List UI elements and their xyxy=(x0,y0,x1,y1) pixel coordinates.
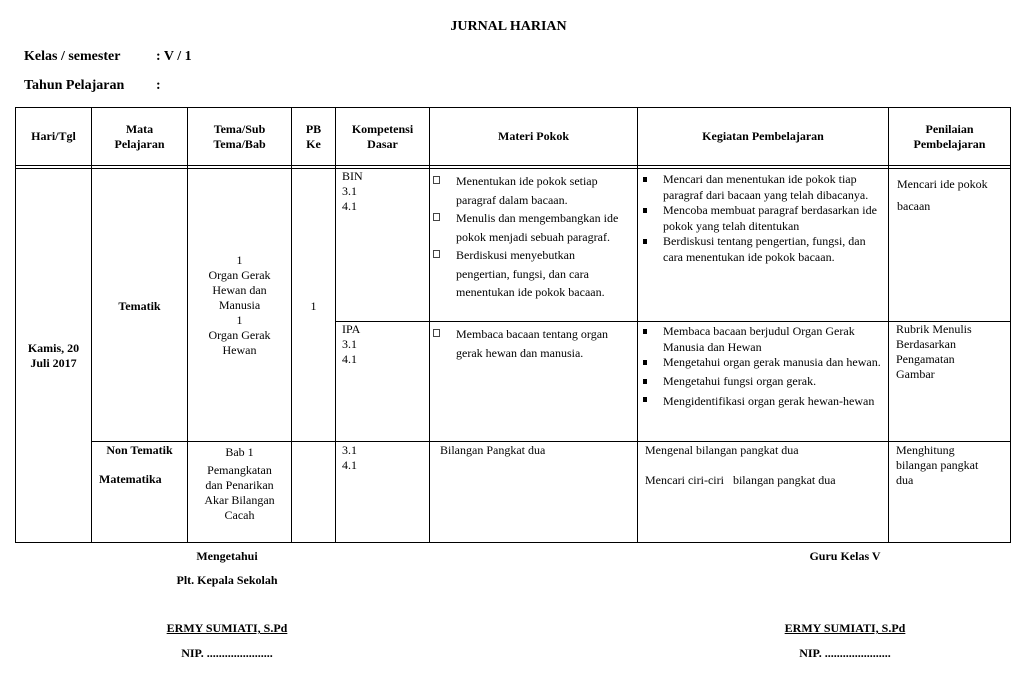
kd-line: 3.1 xyxy=(342,337,357,351)
header-penilaian-line1: Penilaian xyxy=(925,121,974,136)
kd-line: 4.1 xyxy=(342,458,357,472)
cell-materi-bin xyxy=(431,172,631,302)
kegiatan-text: Mengetahui organ gerak manusia dan hewan. xyxy=(663,355,881,369)
list-item xyxy=(638,234,888,265)
kegiatan-text: Mengidentifikasi organ gerak hewan-hewan xyxy=(663,394,875,408)
kd-line: 4.1 xyxy=(342,352,357,366)
kegiatan-text: Berdiskusi tentang pengertian, fungsi, dan cara menentukan ide pokok bacaan. xyxy=(663,234,866,264)
header-mata-pelajaran xyxy=(92,108,187,165)
list-item xyxy=(638,392,888,411)
materi-bin-list xyxy=(431,172,631,302)
penilaian-line: Mencari ide pokok xyxy=(897,177,988,191)
mapel-matematika-label: Matematika xyxy=(99,472,162,486)
cell-kegiatan-bin xyxy=(638,172,888,265)
penilaian-line: Menghitung xyxy=(896,443,955,457)
document-title: JURNAL HARIAN xyxy=(450,19,567,34)
kelas-label: Kelas / semester xyxy=(24,49,121,64)
tema-line: Organ Gerak xyxy=(208,328,271,342)
guru-kelas-label: Guru Kelas V xyxy=(809,549,881,563)
list-item xyxy=(638,324,888,355)
penilaian-line: Pengamatan xyxy=(896,352,955,366)
header-tema-line2: Tema/Bab xyxy=(213,136,266,151)
guru-kelas-nip: NIP. ...................... xyxy=(799,646,891,660)
penilaian-line: dua xyxy=(896,473,914,487)
cell-penilaian-bin xyxy=(897,173,1009,217)
kd-line: IPA xyxy=(342,322,361,336)
square-bullet-icon xyxy=(643,177,647,182)
tahun-value: : xyxy=(156,78,161,93)
kepala-sekolah-nip: NIP. ...................... xyxy=(181,646,273,660)
header-divider-1 xyxy=(15,165,1011,166)
materi-ipa-list xyxy=(431,325,631,362)
tema-line: Hewan dan xyxy=(212,283,267,297)
hari-line1: Kamis, 20 xyxy=(27,341,80,355)
kepala-sekolah-name xyxy=(127,621,327,636)
list-item xyxy=(431,209,631,246)
tema-line: Akar Bilangan xyxy=(204,493,275,507)
cell-penilaian-non-tematik xyxy=(896,443,1008,488)
list-item xyxy=(638,172,888,203)
table-bottom-border xyxy=(15,542,1011,543)
kegiatan-text: Mengetahui fungsi organ gerak. xyxy=(663,373,817,388)
checkbox-bullet-icon xyxy=(433,250,440,258)
kegiatan-line: Mencari ciri-ciri bilangan pangkat dua xyxy=(645,473,836,487)
header-kompetensi-dasar xyxy=(336,108,429,165)
guru-kelas-name xyxy=(745,621,945,636)
penilaian-line: bilangan pangkat xyxy=(896,458,979,472)
cell-kd-non-tematik xyxy=(342,443,427,473)
header-tema-line1: Tema/Sub xyxy=(213,121,266,136)
list-item xyxy=(638,203,888,234)
materi-text: Menulis dan mengembangkan ide pokok menjadi sebuah paragraf. xyxy=(456,211,619,244)
header-mapel-line2: Pelajaran xyxy=(114,136,165,151)
checkbox-bullet-icon xyxy=(433,176,440,184)
signatory-name: ERMY SUMIATI, S.Pd xyxy=(166,621,288,635)
header-divider-2 xyxy=(15,168,1011,169)
kelas-value: : V / 1 xyxy=(156,49,192,64)
cell-tema-non-tematik xyxy=(188,445,291,523)
checkbox-bullet-icon xyxy=(433,329,440,337)
mengetahui-label: Mengetahui xyxy=(196,549,258,563)
header-kd-line1: Kompetensi xyxy=(351,121,414,136)
square-bullet-icon xyxy=(643,208,647,213)
penilaian-line: Berdasarkan xyxy=(896,337,956,351)
tema-line: 1 xyxy=(236,313,243,327)
penilaian-line: Rubrik Menulis xyxy=(896,322,972,336)
list-item xyxy=(431,172,631,209)
tema-line: Pemangkatan xyxy=(207,463,272,477)
penilaian-line: bacaan xyxy=(897,199,931,213)
kegiatan-text: Membaca bacaan berjudul Organ Gerak Manusia dan Hewan xyxy=(663,324,855,354)
row-divider-tematik-nontematik xyxy=(91,441,1011,442)
kd-line: BIN xyxy=(342,169,363,183)
materi-text: Menentukan ide pokok setiap paragraf dalam bacaan. xyxy=(456,174,598,207)
header-mapel-line1: Mata xyxy=(125,121,154,136)
cell-materi-ipa xyxy=(431,325,631,362)
cell-hari-tgl xyxy=(16,341,91,371)
cell-mapel-tematik: Tematik xyxy=(118,299,161,313)
tema-line: 1 xyxy=(236,253,243,267)
cell-mapel-non-tematik xyxy=(92,443,187,487)
kegiatan-ipa-list xyxy=(638,324,888,411)
mapel-non-tematik-label: Non Tematik xyxy=(106,443,173,457)
header-hari-tgl xyxy=(16,108,91,165)
tema-line: Manusia xyxy=(218,298,261,312)
col-line-5 xyxy=(429,107,430,543)
header-penilaian-line2: Pembelajaran xyxy=(913,136,986,151)
square-bullet-icon xyxy=(643,379,647,384)
cell-kegiatan-non-tematik xyxy=(645,443,885,488)
square-bullet-icon xyxy=(643,397,647,402)
materi-text: Berdiskusi menyebutkan pengertian, fungsi, dan cara menentukan ide pokok bacaan. xyxy=(456,248,605,299)
list-item xyxy=(638,374,888,390)
square-bullet-icon xyxy=(643,329,647,334)
list-item xyxy=(431,325,631,362)
header-pb-line2: Ke xyxy=(306,136,321,151)
kd-line: 4.1 xyxy=(342,199,357,213)
tema-line: dan Penarikan xyxy=(205,478,274,492)
kd-line: 3.1 xyxy=(342,443,357,457)
cell-kd-ipa xyxy=(342,322,427,367)
tema-line: Bab 1 xyxy=(225,445,254,459)
header-penilaian-pembelajaran xyxy=(889,108,1010,165)
cell-tema-tematik xyxy=(188,253,291,358)
header-pb-line1: PB xyxy=(305,121,322,136)
col-line-4 xyxy=(335,107,336,543)
list-item xyxy=(638,355,888,371)
kegiatan-text: Mencoba membuat paragraf berdasarkan ide pokok yang telah ditentukan xyxy=(663,203,877,233)
kelas-semester-row xyxy=(24,49,192,65)
list-item xyxy=(431,246,631,302)
col-line-7 xyxy=(888,107,889,543)
header-materi-text: Materi Pokok xyxy=(498,129,569,143)
col-line-8 xyxy=(1010,107,1011,543)
kegiatan-text: Mencari dan menentukan ide pokok tiap paragraf dari bacaan yang telah dibacanya. xyxy=(663,172,869,202)
col-line-0 xyxy=(15,107,16,543)
tema-line: Hewan xyxy=(222,343,257,357)
header-kegiatan-text: Kegiatan Pembelajaran xyxy=(702,129,824,143)
penilaian-line: Gambar xyxy=(896,367,935,381)
tema-line: Organ Gerak xyxy=(208,268,271,282)
header-hari-text: Hari/Tgl xyxy=(31,129,76,143)
cell-penilaian-ipa xyxy=(896,322,1008,382)
signatory-name: ERMY SUMIATI, S.Pd xyxy=(784,621,906,635)
cell-kd-bin xyxy=(342,169,427,214)
hari-line2: Juli 2017 xyxy=(30,356,77,370)
kegiatan-bin-list xyxy=(638,172,888,265)
col-line-3 xyxy=(291,107,292,543)
square-bullet-icon xyxy=(643,239,647,244)
kegiatan-line: Mengenal bilangan pangkat dua xyxy=(645,443,799,457)
checkbox-bullet-icon xyxy=(433,213,440,221)
tema-line: Cacah xyxy=(224,508,255,522)
materi-text: Membaca bacaan tentang organ gerak hewan dan manusia. xyxy=(456,327,609,360)
square-bullet-icon xyxy=(643,360,647,365)
header-pb-ke xyxy=(292,108,335,165)
header-kd-line2: Dasar xyxy=(367,136,398,151)
cell-materi-non-tematik: Bilangan Pangkat dua xyxy=(440,443,546,457)
cell-pb-tematik: 1 xyxy=(310,299,317,313)
tahun-pelajaran-row xyxy=(24,78,161,94)
tahun-label: Tahun Pelajaran xyxy=(24,78,125,93)
header-kegiatan-pembelajaran xyxy=(638,108,888,165)
kepala-sekolah-label: Plt. Kepala Sekolah xyxy=(176,573,278,587)
kd-line: 3.1 xyxy=(342,184,357,198)
header-materi-pokok xyxy=(430,108,637,165)
cell-kegiatan-ipa xyxy=(638,324,888,411)
header-tema xyxy=(188,108,291,165)
